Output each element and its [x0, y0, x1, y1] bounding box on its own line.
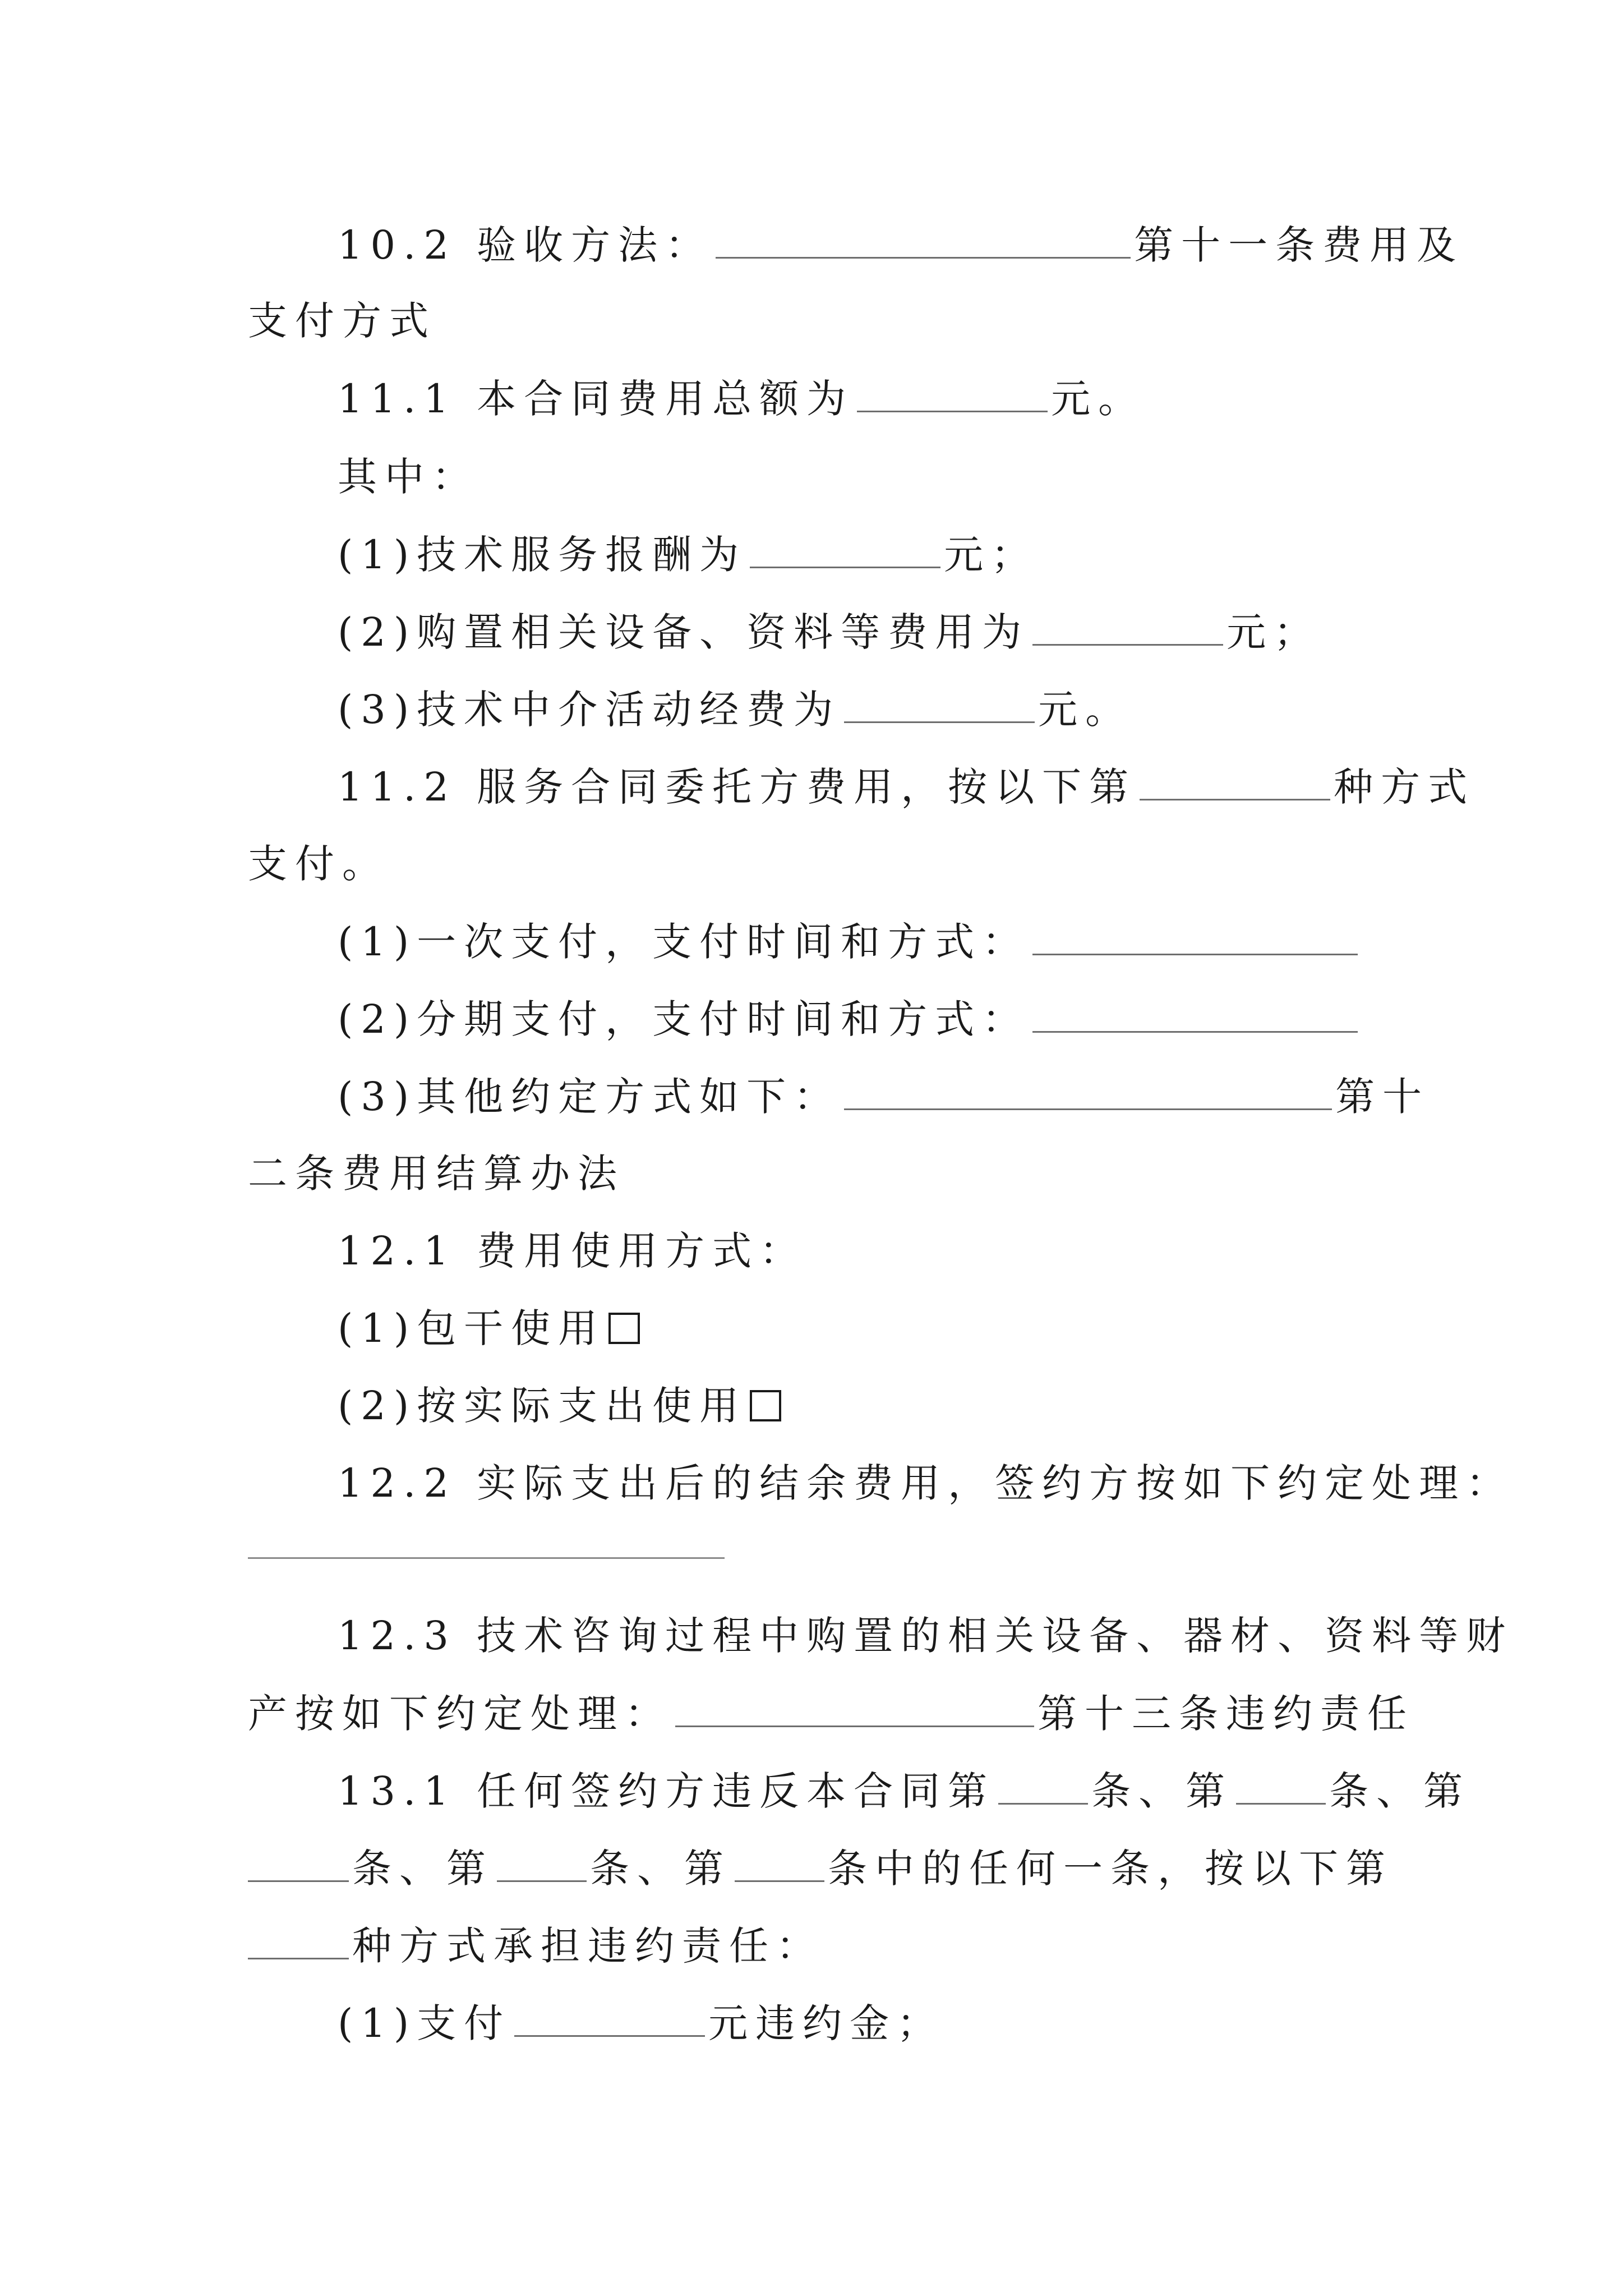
clause-10-2-label: 10.2 验收方法： — [338, 222, 713, 268]
article-11-heading-text: 支付方式 — [248, 298, 436, 344]
article-12-heading-text: 二条费用结算办法 — [248, 1151, 625, 1197]
article-number-blank-5[interactable] — [735, 1840, 824, 1882]
payment-method-choice-blank[interactable] — [1140, 758, 1330, 800]
tech-service-fee-blank[interactable] — [750, 526, 940, 568]
actual-use-line — [338, 1378, 781, 1434]
among-them-line — [338, 449, 479, 505]
clause-12-1-label: 12.1 费用使用方式： — [338, 1228, 807, 1274]
clause-11-2-suffix: 种方式 — [1334, 764, 1476, 810]
clause-12-3-continuation-label: 产按如下约定处理： — [248, 1691, 672, 1737]
tech-service-fee-line — [338, 526, 1038, 582]
acceptance-method-blank[interactable] — [716, 217, 1131, 259]
clause-11-1-line — [338, 370, 1145, 426]
clause-10-2-line — [338, 217, 1464, 273]
installment-payment-blank[interactable] — [1032, 991, 1358, 1033]
clause-12-2-label: 12.2 实际支出后的结余费用，签约方按如下约定处理： — [338, 1460, 1514, 1506]
penalty-amount-blank[interactable] — [514, 1995, 705, 2037]
other-payment-line — [338, 1068, 1430, 1124]
yuan-unit: 元； — [1227, 609, 1321, 655]
total-fee-blank[interactable] — [857, 370, 1048, 412]
clause-13-1-continuation — [248, 1840, 1393, 1896]
article-number-blank-2[interactable] — [1236, 1763, 1326, 1805]
clause-12-2-line — [338, 1455, 1513, 1511]
lump-sum-payment-line — [338, 913, 1361, 969]
clause-13-1-sep-1: 条、第 — [1091, 1768, 1233, 1814]
equipment-fee-line — [338, 604, 1321, 660]
yuan-unit: 元。 — [1038, 687, 1133, 733]
lump-sum-payment-blank[interactable] — [1032, 913, 1358, 955]
clause-12-3-line — [338, 1608, 1513, 1664]
actual-use-label: (2)按实际支出使用 — [338, 1383, 747, 1429]
article-12-heading-end — [248, 1145, 625, 1202]
property-handling-blank[interactable] — [675, 1685, 1034, 1727]
article-number-blank-3[interactable] — [248, 1840, 349, 1882]
lump-use-line — [338, 1300, 640, 1356]
clause-13-1-sep-3: 条、第 — [352, 1846, 494, 1892]
penalty-line — [338, 1995, 944, 2051]
other-payment-label: (3)其他约定方式如下： — [338, 1074, 841, 1120]
penalty-suffix: 元违约金； — [708, 2000, 944, 2046]
yuan-unit: 元； — [944, 532, 1039, 578]
agency-fee-label: (3)技术中介活动经费为 — [338, 687, 841, 733]
clause-13-1-sep-5: 条中的任何一条，按以下第 — [828, 1846, 1393, 1892]
clause-13-1-liability-line — [248, 1917, 823, 1973]
among-them-text: 其中： — [338, 454, 479, 500]
article-number-blank-4[interactable] — [497, 1840, 587, 1882]
installment-payment-label: (2)分期支付，支付时间和方式： — [338, 996, 1030, 1042]
clause-11-2-label: 11.2 服务合同委托方费用，按以下第 — [338, 764, 1137, 810]
clause-11-2-line — [338, 758, 1475, 815]
clause-13-1-label: 13.1 任何签约方违反本合同第 — [338, 1768, 995, 1814]
lump-use-checkbox[interactable] — [608, 1313, 640, 1344]
yuan-unit: 元。 — [1051, 376, 1146, 422]
tech-service-fee-label: (1)技术服务报酬为 — [338, 532, 747, 578]
article-12-heading-start: 第十 — [1335, 1074, 1430, 1120]
article-11-heading-start: 第十一条费用及 — [1134, 222, 1464, 268]
agency-fee-blank[interactable] — [844, 681, 1035, 723]
penalty-label: (1)支付 — [338, 2000, 511, 2046]
article-number-blank-1[interactable] — [998, 1763, 1088, 1805]
lump-sum-payment-label: (1)一次支付，支付时间和方式： — [338, 919, 1030, 965]
clause-13-1-sep-2: 条、第 — [1329, 1768, 1471, 1814]
clause-12-1-line — [338, 1223, 806, 1279]
clause-11-2-continuation-text: 支付。 — [248, 841, 389, 887]
equipment-fee-blank[interactable] — [1032, 604, 1223, 646]
remaining-fee-handling-blank[interactable] — [248, 1557, 725, 1559]
clause-11-2-continuation — [248, 836, 389, 892]
equipment-fee-label: (2)购置相关设备、资料等费用为 — [338, 609, 1030, 655]
clause-13-1-sep-4: 条、第 — [590, 1846, 731, 1892]
clause-12-3-continuation — [248, 1685, 1414, 1741]
clause-11-1-label: 11.1 本合同费用总额为 — [338, 376, 854, 422]
clause-12-3-label: 12.3 技术咨询过程中购置的相关设备、器材、资料等财 — [338, 1613, 1514, 1659]
agency-fee-line — [338, 681, 1132, 737]
installment-payment-line — [338, 991, 1361, 1047]
article-13-heading: 第十三条违约责任 — [1038, 1691, 1414, 1737]
clause-13-1-liability-text: 种方式承担违约责任： — [352, 1923, 823, 1969]
other-payment-blank[interactable] — [844, 1068, 1332, 1110]
liability-method-blank[interactable] — [248, 1917, 349, 1959]
actual-use-checkbox[interactable] — [750, 1390, 781, 1421]
article-11-heading-end — [248, 293, 436, 349]
lump-use-label: (1)包干使用 — [338, 1305, 606, 1351]
clause-13-1-line — [338, 1763, 1470, 1819]
